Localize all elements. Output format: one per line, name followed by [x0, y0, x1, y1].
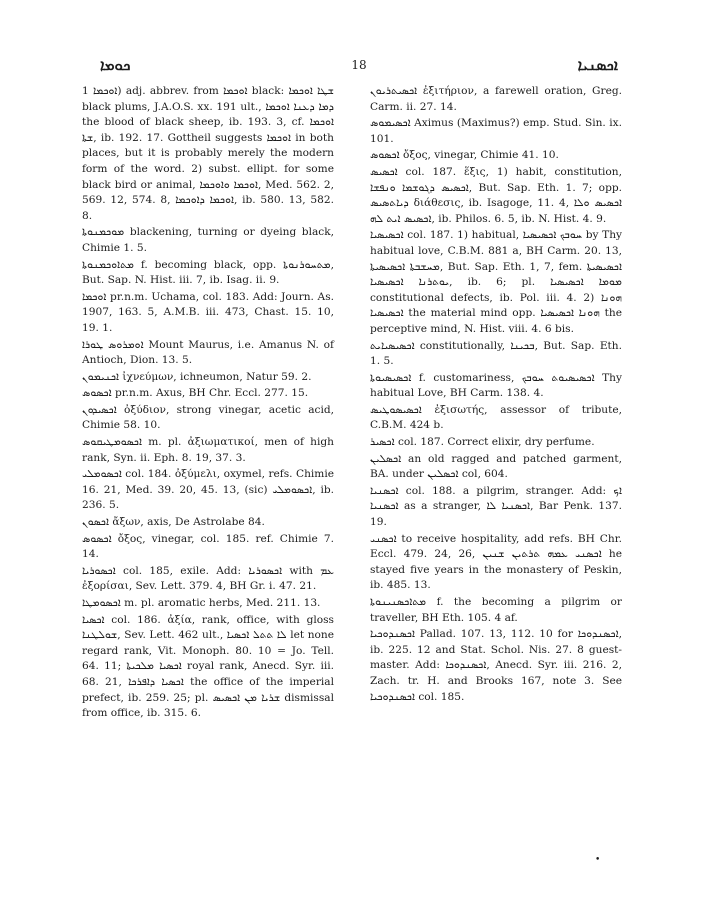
entry: ܐܟܣܘܣ ὄξος, vinegar, Chimie 41. 10.	[370, 149, 559, 162]
page-header	[100, 56, 618, 76]
entry: ܐܟܣܘܡܠܝ col. 184. ὀξύμελι, oxymel, refs. Chimie 16. 21, Med. 39. 20, 45. 13, (sic) ܐܟܣܘܡܠܝ, ib. 236. 5.	[82, 468, 334, 512]
page-number: 18	[351, 58, 367, 72]
entry: ܡܬܐܘܟܡܢܘܬܐ f. becoming black, opp. ܡܬܚܘܪܢܘܬܐ, But. Sap. N. Hist. iii. 7, ib. Isag. ii. 9.	[82, 258, 334, 287]
entry: ܐܟܣܝܕܘܢ ὀξύδιον, strong vinegar, acetic acid, Chimie 58. 10.	[82, 403, 334, 432]
entry: ܐܟܣܢܕܘܟܝܐ Pallad. 107. 13, 112. 10 for ܐܟܣܢܕܘܟܐ, ib. 225. 12 and Stat. Schol. Nis. 27. 8 guest-master. Add: ܐܟܣܢܕܘܟܐ, Anecd. Syr. iii. 216. 2, Zach. tr. H. and Brooks 167, note 3. See ܐܟܣܢܕܘܟܝܐ col. 185.	[370, 628, 622, 703]
entry: ܐܟܣܢܝ to receive hospitality, add refs. BH Chr. Eccl. 479. 24, 26, ܐܟܣܢܝ ܥܡܗ ܬܪܬܝܢ ܫܢܝܢ he stayed five years in the monastery of Peskin, ib. 485. 13.	[370, 532, 622, 592]
entry: ܐܟܣܝܣܝܐܝܬ constitutionally, ܒܟܝܢܐ, But. Sap. Eth. 1. 5.	[370, 339, 622, 368]
entry: ܐܟܣܘܣ ὄξος, vinegar, col. 185. ref. Chimie 7. 14.	[82, 532, 334, 561]
entry: ܐܟܣܝܣܘܛܝܣ ἐξισωτής, assessor of tribute, C.B.M. 424 b.	[370, 403, 622, 432]
left-column	[82, 84, 334, 723]
entry: ܐܟܣܘܪܝܐ col. 185, exile. Add: ܐܟܣܘܪܝܐ with ܥܡ ἐξορίσαι, Sev. Lett. 379. 4, BH Gr. i. 47. 21.	[82, 564, 334, 593]
running-title-left: ܟܘܡܐ	[100, 56, 131, 74]
right-column	[370, 84, 622, 706]
entry: ܐܟܣܝܣܝܘܬܐ f. customariness, ܐܟܣܝܣܝܘܬ ܚܘܒܟ Thy habitual Love, BH Carm. 138. 4.	[370, 371, 622, 400]
entry: ܐܟܣܠܝܢ an old ragged and patched garment, BA. under ܐܟܣܠܝܢ col, 604.	[370, 452, 622, 481]
entry: ܐܘܡܪܘܣ ܛܘܪܐ Mount Maurus, i.e. Amanus N. of Antioch, Dion. 13. 5.	[82, 338, 334, 367]
entry: ܐܟܣܘܣ pr.n.m. Axus, BH Chr. Eccl. 277. 15.	[82, 387, 309, 400]
entry: ܐܟܣܝܣ col. 187. ἕξις, 1) habit, constitution, ܐܟܣܝܣ ܕܓܘܫܡܐ ܘܢܦܫܐ, But. Sap. Eth. 1. 7; opp. ܕܝܐܬܣܝܣ διάθεσις, ib. Isagoge, 11. 4, ܐܟܣܝܣ ܘܠܐ ܐܟܣܝܣ ܐܝܬ ܠܗ, ib. Philos. 6. 5, ib. N. Hist. 4. 9.	[370, 165, 622, 225]
stray-mark: •	[595, 855, 601, 865]
entry: ܐܟܢܝܡܘܢ ἰχνεύμων, ichneumon, Natur 59. 2.	[82, 370, 312, 383]
entry: ܐܟܣܘܢ ἄξων, axis, De Astrolabe 84.	[82, 516, 265, 529]
entry: ܐܘܟܡܐ pr.n.m. Uchama, col. 183. Add: Journ. As. 1907, 163. 5, A.M.B. iii. 473, Chast. 15. 10, 19. 1.	[82, 290, 334, 334]
entry: ܡܬܐܟܣܢܝܢܘܬܐ f. the becoming a pilgrim or traveller, BH Eth. 105. 4 af.	[370, 596, 622, 624]
entry: ܐܟܣܝܬܪܝܘܢ ἐξιτήριον, a farewell oration, Greg. Carm. ii. 27. 14.	[370, 85, 622, 113]
entry: ܐܟܣܘܡܛܐ m. pl. aromatic herbs, Med. 211. 13.	[82, 597, 321, 609]
entry: ܐܟܣܝܪ col. 187. Correct elixir, dry perfume.	[370, 436, 595, 449]
running-title-right: ܐܟܣܢܝܐ	[577, 56, 618, 74]
entry: ܐܟܣܝܣܝܐ col. 187. 1) habitual, ܚܘܒܟ ܐܟܣܝܣܝܐ by Thy habitual love, C.B.M. 881 a, BH Carm. 20. 13, ܡܚܫܒܬܐ ܐܟܣܝܣܝܬܐ, But. Sap. Eth. 1, 7, fem. ܐܟܣܝܣܝܬܐ ܝܘܬܪܢܐ ܐܟܣܝܣܝܐ, ib. 6; pl. ܡܘܡܐ ܐܟܣܝܣܝܐ constitutional defects, ib. Pol. iii. 4. 2) ܗܘܢܐ ܐܟܣܝܣܝܐ the material mind opp. ܗܘܢܐ ܐܟܣܝܣܝܐ the perceptive mind, N. Hist. viii. 4. 6 bis.	[370, 229, 623, 335]
entry: ܐܟܣܝܐ col. 186. ἀξία, rank, office, with gloss ܫܘܠܛܢܐ, Sev. Lett. 462 ult., ܠܐ ܬܬܠ ܐܟܣܝܐ let none regard rank, Vit. Monoph. 80. 10 = Jo. Tell. 64. 11; ܐܟܣܝܐ ܡܠܟܝܬܐ royal rank, Anecd. Syr. iii. 68. 21, ܐܟܣܝܐ ܕܐܦܪܟܐ the office of the imperial prefect, ib. 259. 25; pl. ܫܪܝܐ ܡܢ ܐܟܣܝܣ dismissal from office, ib. 315. 6.	[82, 613, 335, 720]
entry: ܡܘܟܡܢܘܬܐ blackening, turning or dyeing black, Chimie 1. 5.	[82, 226, 334, 254]
entry: ܐܟܣܝܡܘܣ Aximus (Maximus?) emp. Stud. Sin. ix. 101.	[370, 117, 622, 145]
entry: ܐܟܣܘܡܛܝܩܘܣ m. pl. ἀξιωματικοί, men of high rank, Syn. ii. Eph. 8. 19, 37. 3.	[82, 436, 334, 464]
entry: ܐܟܣܢܝܐ col. 188. a pilgrim, stranger. Add: ܐܟ ܐܟܣܢܝܐ as a stranger, ܐܟܣܢܝܐ ܠܐ, Bar Penk. 137. 19.	[370, 484, 622, 529]
entry: ܐܘܟܡܐ 1) adj. abbrev. from ܐܘܟܡܐ black: ܫܛܐ ܐܘܟܡܐ black plums, J.A.O.S. xx. 191 ult., ܕܡܐ ܕܥܢܐ ܐܘܟܡܐ the blood of black sheep, ib. 193. 3, cf. ܐܘܟܡܐ ܫܬܐ, ib. 192. 17. Gottheil suggests ܐܘܟܡܐ in both places, but it is probably merely the modern form of the word. 2) subst. ellipt. for some black bird or animal, ܐܘܟܡܐ ܘܐܘܟܡܐ, Med. 562. 2, 569. 12, 574. 8, ܐܘܟܡܐ ܕܐܘܟܡܐ, ib. 580. 13, 582. 8.	[82, 85, 334, 222]
